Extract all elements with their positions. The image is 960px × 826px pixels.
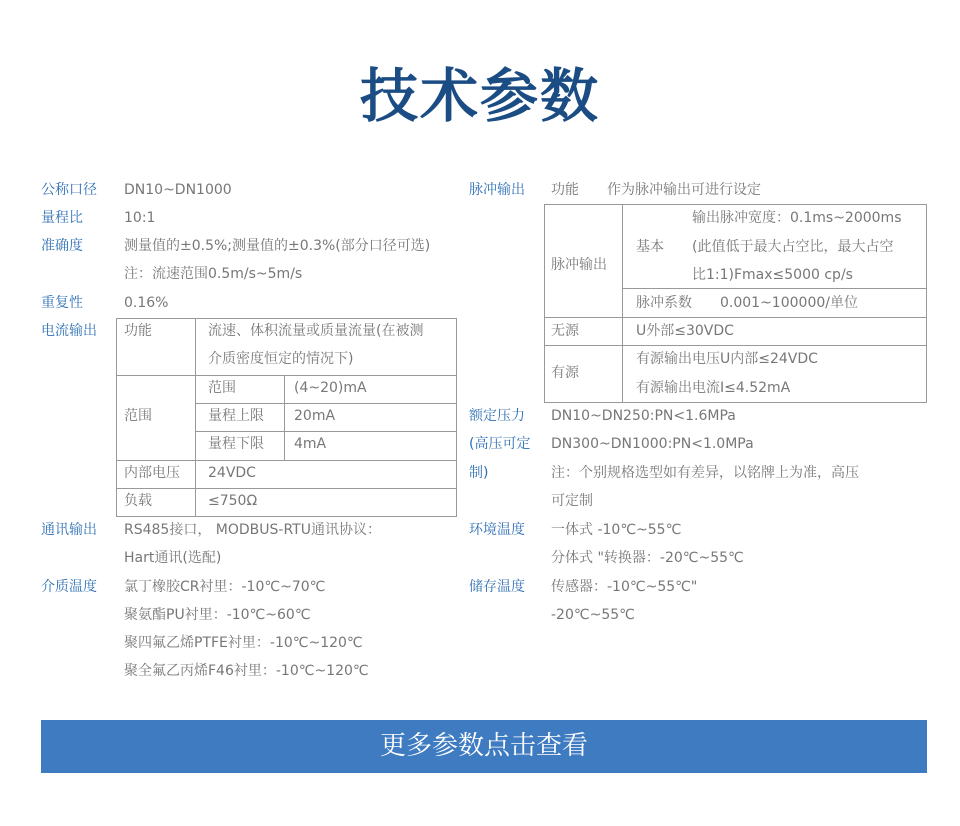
storage-temp-label: 储存温度 xyxy=(469,579,525,595)
pulse-active-value-1: 有源输出电压U内部≤24VDC xyxy=(636,351,818,367)
pulse-active-value-2: 有源输出电流I≤4.52mA xyxy=(636,380,791,396)
more-params-button[interactable]: 更多参数点击查看 xyxy=(41,720,927,773)
pulse-coef-value: 0.001~100000/单位 xyxy=(720,295,858,311)
pulse-basic-value-2: (此值低于最大占空比，最大占空 xyxy=(692,239,894,255)
accuracy-note: 注：流速范围0.5m/s~5m/s xyxy=(124,266,303,282)
accuracy-label: 准确度 xyxy=(41,238,83,254)
storage-temp-value-2: -20℃~55℃ xyxy=(551,607,635,623)
current-function-value-2: 介质密度恒定的情况下) xyxy=(208,351,354,367)
current-voltage-label: 内部电压 xyxy=(124,465,180,481)
rated-pressure-value-2: DN300~DN1000:PN<1.0MPa xyxy=(551,436,754,452)
storage-temp-value-1: 传感器：-10℃~55℃" xyxy=(551,579,698,595)
pulse-output-label: 脉冲输出 xyxy=(469,182,525,198)
medium-temp-label: 介质温度 xyxy=(41,579,97,595)
env-temp-value-2: 分体式 "转换器：-20℃~55℃ xyxy=(551,550,744,566)
current-upper-label: 量程上限 xyxy=(208,408,264,424)
pulse-basic-label: 基本 xyxy=(636,239,664,255)
rated-pressure-value-1: DN10~DN250:PN<1.6MPa xyxy=(551,408,736,424)
current-function-label: 功能 xyxy=(124,323,152,339)
comm-output-label: 通讯输出 xyxy=(41,522,97,538)
nominal-diameter-label: 公称口径 xyxy=(41,182,97,198)
table-divider xyxy=(284,375,285,460)
table-divider xyxy=(195,431,457,432)
table-divider xyxy=(116,488,457,489)
range-ratio-label: 量程比 xyxy=(41,210,83,226)
env-temp-value-1: 一体式 -10℃~55℃ xyxy=(551,522,682,538)
table-divider xyxy=(116,460,457,461)
pulse-basic-value-1: 输出脉冲宽度：0.1ms~2000ms xyxy=(692,210,902,226)
current-range-sub-label: 范围 xyxy=(208,380,236,396)
medium-temp-value: 聚氨酯PU衬里：-10℃~60℃ xyxy=(124,607,311,623)
medium-temp-value: 氯丁橡胶CR衬里：-10℃~70℃ xyxy=(124,579,326,595)
current-function-value-1: 流速、体积流量或质量流量(在被测 xyxy=(208,323,424,339)
range-ratio-value: 10:1 xyxy=(124,210,156,226)
pulse-coef-label: 脉冲系数 xyxy=(636,295,692,311)
rated-pressure-label: 制) xyxy=(469,465,489,481)
current-voltage-value: 24VDC xyxy=(208,465,256,481)
pulse-active-label: 有源 xyxy=(551,365,579,381)
rated-pressure-label: 额定压力 xyxy=(469,408,525,424)
table-divider xyxy=(622,288,927,289)
rated-pressure-label: (高压可定 xyxy=(469,436,531,452)
page-title: 技术参数 xyxy=(359,62,600,130)
table-divider xyxy=(622,317,623,403)
table-divider xyxy=(116,375,457,376)
current-range-label: 范围 xyxy=(124,408,152,424)
medium-temp-value: 聚四氟乙烯PTFE衬里：-10℃~120℃ xyxy=(124,635,363,651)
comm-output-value-1: RS485接口， MODBUS-RTU通讯协议： xyxy=(124,522,381,538)
rated-pressure-note: 注：个别规格选型如有差异，以铭牌上为准，高压 xyxy=(551,465,859,481)
pulse-passive-value: U外部≤30VDC xyxy=(636,323,734,339)
repeatability-value: 0.16% xyxy=(124,295,169,311)
current-load-label: 负载 xyxy=(124,493,152,509)
table-divider xyxy=(195,403,457,404)
current-output-label: 电流输出 xyxy=(41,323,97,339)
current-lower-value: 4mA xyxy=(294,436,327,452)
table-divider xyxy=(544,317,927,318)
pulse-basic-value-3: 比1:1)Fmax≤5000 cp/s xyxy=(692,267,853,283)
medium-temp-value: 聚全氟乙丙烯F46衬里：-10℃~120℃ xyxy=(124,663,369,679)
pulse-function-value: 作为脉冲输出可进行设定 xyxy=(607,182,761,198)
repeatability-label: 重复性 xyxy=(41,295,83,311)
table-divider xyxy=(544,345,927,346)
pulse-function-label: 功能 xyxy=(551,182,579,198)
comm-output-value-2: Hart通讯(选配) xyxy=(124,550,222,566)
current-load-value: ≤750Ω xyxy=(208,493,258,509)
current-range-sub-value: (4~20)mA xyxy=(294,380,367,396)
pulse-sub-label: 脉冲输出 xyxy=(551,257,607,273)
accuracy-value: 测量值的±0.5%;测量值的±0.3%(部分口径可选) xyxy=(124,238,431,254)
current-lower-label: 量程下限 xyxy=(208,436,264,452)
env-temp-label: 环境温度 xyxy=(469,522,525,538)
rated-pressure-note: 可定制 xyxy=(551,493,593,509)
pulse-passive-label: 无源 xyxy=(551,323,579,339)
current-upper-value: 20mA xyxy=(294,408,336,424)
table-divider xyxy=(622,204,623,317)
nominal-diameter-value: DN10~DN1000 xyxy=(124,182,232,198)
